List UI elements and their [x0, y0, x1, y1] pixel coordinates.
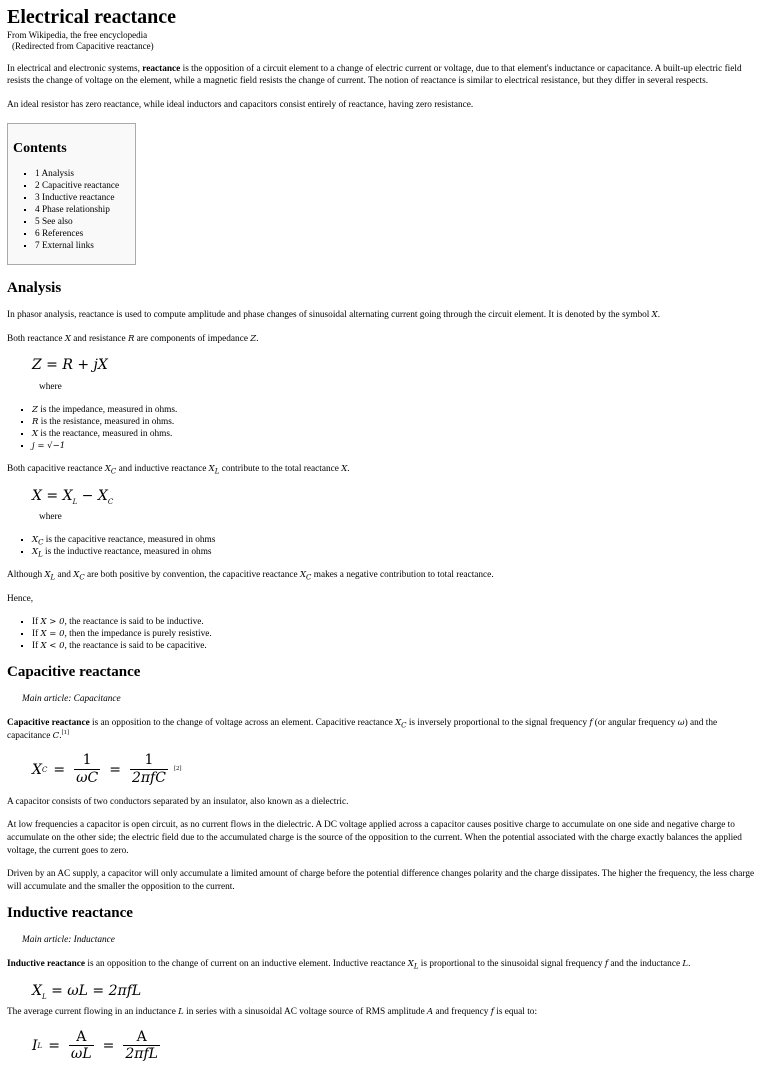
list-item: ▪ R is the resistance, measured in ohms.: [32, 416, 759, 428]
reference-link-1[interactable]: [1]: [61, 728, 70, 736]
section-heading-inductive-reactance: Inductive reactance: [7, 905, 133, 922]
list-item: ▪ If X > 0, the reactance is said to be inductive.: [32, 616, 759, 628]
reactance-cases-list: [7, 616, 759, 652]
table-of-contents: [7, 123, 136, 266]
list-item: ▪ $X_L$ is the inductive reactance, measured in ohms: [32, 546, 759, 558]
inductive-current-equation: I L = $\frac{A}{\omega L}$ = $\frac{A}{\text{2πfL}}$: [32, 1028, 158, 1062]
reference-link-2[interactable]: [2]: [173, 765, 182, 773]
list-item: ▪ If X < 0, the reactance is said to be capacitive.: [32, 640, 759, 652]
reactance-terms-list: [7, 534, 759, 558]
toc-item-inductive-reactance[interactable]: ▪ 3 Inductive reactance: [35, 192, 123, 204]
impedance-terms-list: [7, 404, 759, 452]
list-item: ▪ If X = 0, then the impedance is purely resistive.: [32, 628, 759, 640]
toc-title: Contents: [13, 140, 67, 156]
page-title: Electrical reactance: [7, 6, 176, 28]
analysis-paragraph-3: Both capacitive reactance $X_C$ and inductive reactance $X_L$ contribute to the total reactance X.: [7, 463, 350, 476]
main-article-link-capacitance[interactable]: Main article: Capacitance: [22, 694, 121, 705]
redirect-note: (Redirected from Capacitive reactance): [12, 41, 154, 52]
capacitive-paragraph-2: A capacitor consists of two conductors separated by an insulator, also known as a dielectric.: [7, 796, 349, 807]
list-item: ▪ $X_C$ is the capacitive reactance, measured in ohms: [32, 534, 759, 546]
analysis-paragraph-2: Both reactance X and resistance R are components of impedance Z.: [7, 333, 259, 344]
intro-paragraph-1: In electrical and electronic systems, reactance is the opposition of a circuit element to a change of electric current or voltage, due to that element's inductance or capacitance. A built-up electric field resists the change of voltage on the element, while a magnetic field resists the change of current. The notion of reactance is similar to electrical resistance, but they differ in several respects.: [7, 63, 742, 87]
section-heading-capacitive-reactance: Capacitive reactance: [7, 664, 141, 681]
analysis-paragraph-1: In phasor analysis, reactance is used to compute amplitude and phase changes of sinusoidal alternating current going through the circuit element. It is denoted by the symbol X.: [7, 310, 661, 321]
toc-item-analysis[interactable]: ▪ 1 Analysis: [35, 168, 123, 180]
capacitive-reactance-equation: X C = $\frac{1}{\omega C}$ = $\frac{1}{\text{2πfC}}$ [2]: [32, 752, 182, 786]
toc-item-external-links[interactable]: ▪ 7 External links: [35, 240, 123, 252]
capacitive-paragraph-4: Driven by an AC supply, a capacitor will only accumulate a limited amount of charge before the potential difference changes polarity and the charge dissipates. The higher the frequency, the less charge will accumulate and the smaller the opposition to the current.: [7, 869, 755, 892]
intro-paragraph-2: An ideal resistor has zero reactance, while ideal inductors and capacitors consist entirely of reactance, having zero resistance.: [7, 100, 474, 111]
list-item: ▪ Z is the impedance, measured in ohms.: [32, 404, 759, 416]
capacitive-paragraph-3: At low frequencies a capacitor is open circuit, as no current flows in the dielectric. A DC voltage applied across a capacitor causes positive charge to accumulate on one side and negative charge to accumulate on the other side; the electric field due to the accumulated charge is the source of the opposition to the current. When the potential associated with the charge exactly balances the applied voltage, the current goes to zero.: [7, 820, 742, 856]
where-label: where: [39, 381, 62, 392]
list-item: ▪ j = √−1: [32, 440, 759, 452]
article: [7, 6, 759, 1072]
total-reactance-equation: $X = X_L - X_C$: [32, 487, 114, 506]
toc-item-see-also[interactable]: ▪ 5 See also: [35, 216, 123, 228]
analysis-paragraph-4: Although $X_L$ and $X_C$ are both positive by convention, the capacitive reactance $X_C$ makes a negative contribution to total reactance.: [7, 569, 494, 582]
inductive-paragraph-2: The average current flowing in an inductance L in series with a sinusoidal AC voltage source of RMS amplitude A and frequency f is equal to:: [7, 1007, 538, 1018]
impedance-equation: Z = R + jX: [32, 357, 108, 374]
main-article-link-inductance[interactable]: Main article: Inductance: [22, 935, 115, 946]
inductive-paragraph-1: Inductive reactance is an opposition to the change of current on an inductive element. Inductive reactance $X_L$ is proportional to the sinusoidal signal frequency f and the inductance L.: [7, 959, 691, 971]
inductive-reactance-equation: $X_L = \omega L = 2\pi fL$: [32, 982, 142, 1001]
toc-item-references[interactable]: ▪ 6 References: [35, 228, 123, 240]
where-label-2: where: [39, 511, 62, 522]
list-item: ▪ X is the reactance, measured in ohms.: [32, 428, 759, 440]
site-tagline: From Wikipedia, the free encyclopedia: [7, 30, 148, 40]
toc-item-capacitive-reactance[interactable]: ▪ 2 Capacitive reactance: [35, 180, 123, 192]
capacitive-paragraph-1: Capacitive reactance is an opposition to the change of voltage across an element. Capacitive reactance $X_C$ is inversely proportional to the signal frequency f (or angular frequency ω) and the capacitance C.[1]: [7, 718, 718, 741]
hence-label: Hence,: [7, 593, 34, 604]
section-heading-analysis: Analysis: [7, 280, 62, 297]
toc-item-phase-relationship[interactable]: ▪ 4 Phase relationship: [35, 204, 123, 216]
